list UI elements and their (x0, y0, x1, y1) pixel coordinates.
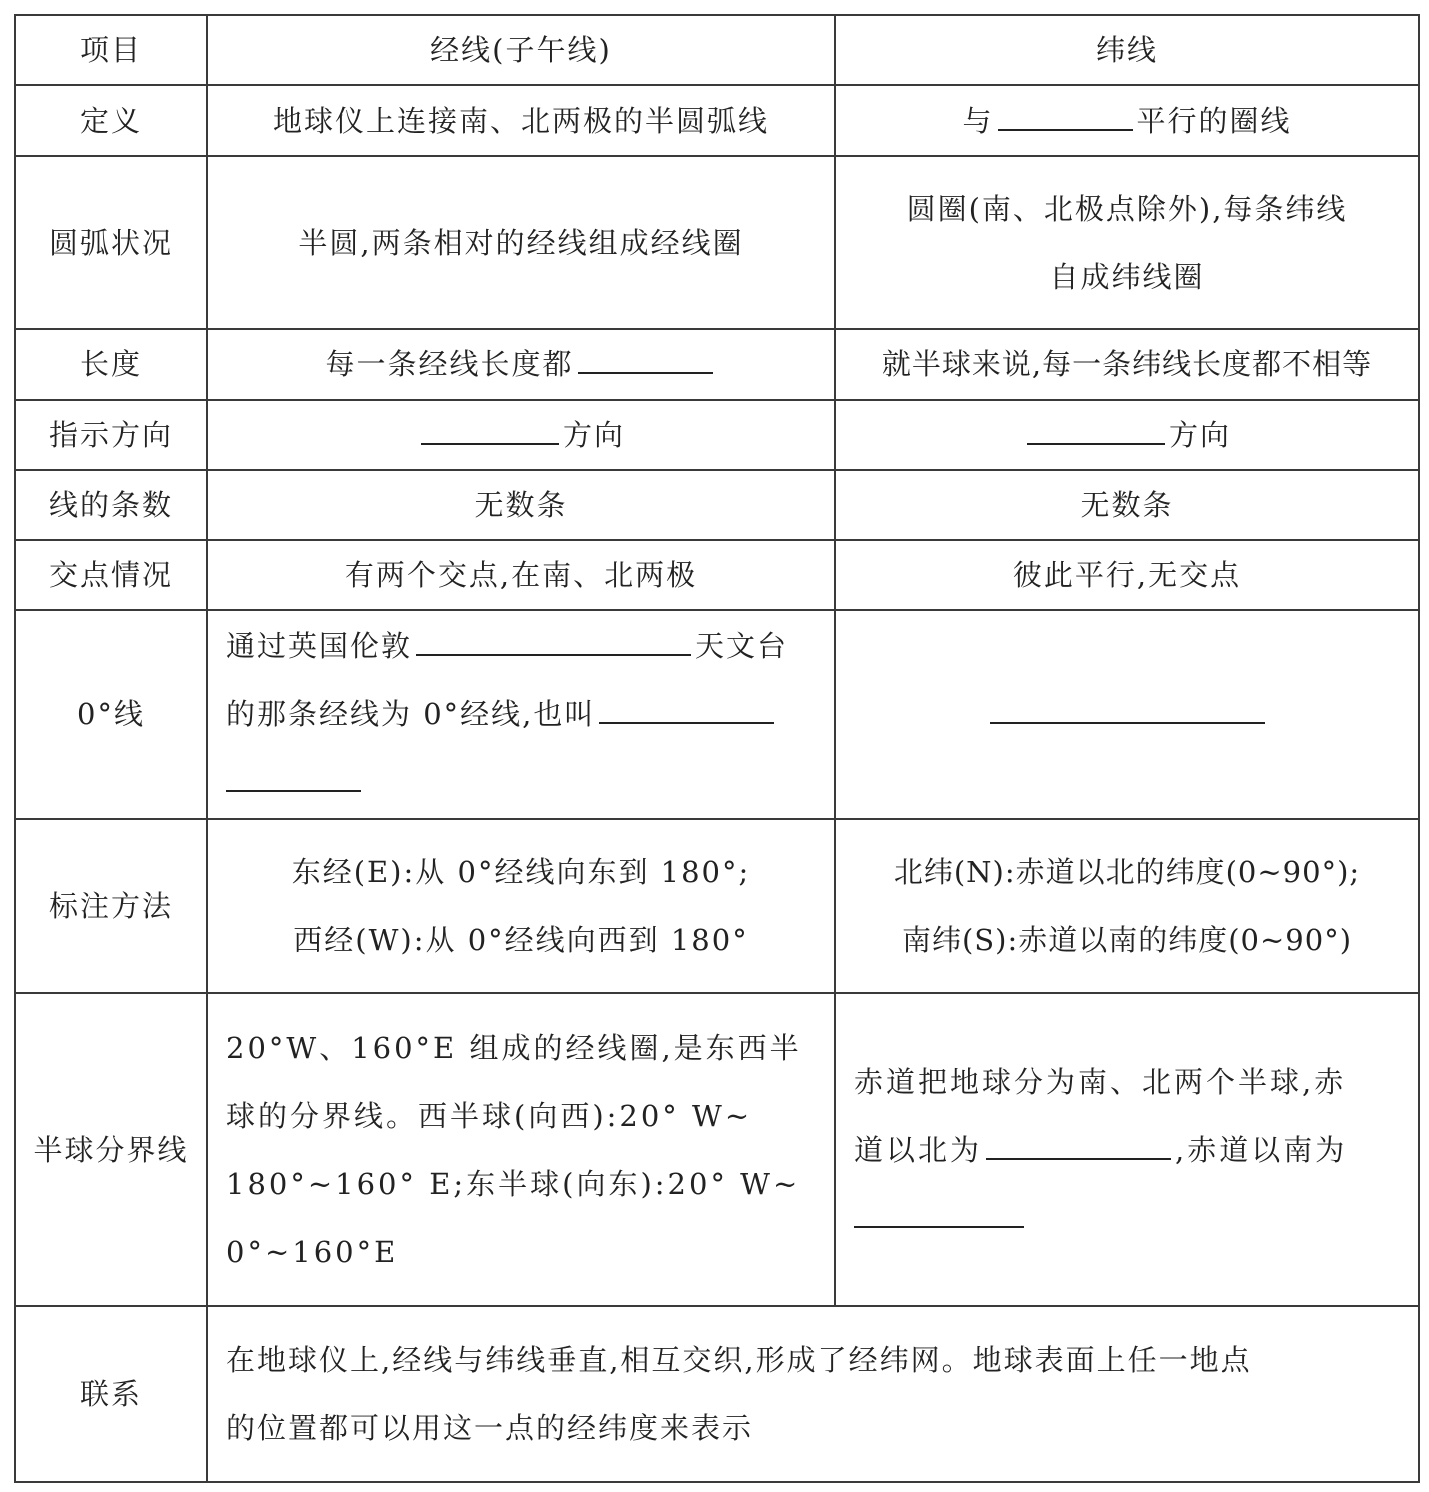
answer-blank[interactable] (986, 1128, 1171, 1160)
longitude-hemisphere (207, 993, 835, 1305)
table-row-shape (15, 156, 1419, 329)
text-line: 在地球仪上,经线与纬线垂直,相互交织,形成了经纬网。地球表面上任一地点 (226, 1342, 1252, 1377)
text-segment: 方向 (1168, 417, 1231, 452)
row-label: 联系 (15, 1306, 207, 1482)
longitude-direction (207, 400, 835, 470)
answer-blank[interactable] (416, 624, 691, 656)
table-row-length (15, 329, 1419, 399)
longitude-shape: 半圆,两条相对的经线组成经线圈 (207, 156, 835, 329)
text-line: 自成纬线圈 (1049, 259, 1205, 294)
header-item: 项目 (15, 15, 207, 85)
table-row-intersect (15, 540, 1419, 610)
latitude-length: 就半球来说,每一条纬线长度都不相等 (835, 329, 1419, 399)
row-label: 半球分界线 (15, 993, 207, 1305)
longitude-zero (207, 610, 835, 819)
text-segment: 与 (962, 103, 994, 138)
text-line (854, 1116, 1400, 1184)
table-row-notation (15, 819, 1419, 993)
row-label: 交点情况 (15, 540, 207, 610)
longitude-intersect: 有两个交点,在南、北两极 (207, 540, 835, 610)
text-line: 圆圈(南、北极点除外),每条纬线 (906, 191, 1348, 226)
latitude-intersect: 彼此平行,无交点 (835, 540, 1419, 610)
text-line: 西经(W):从 0°经线向西到 180° (293, 923, 749, 958)
latitude-zero (835, 610, 1419, 819)
latitude-notation (835, 819, 1419, 993)
text-line: 0°~160°E (226, 1234, 399, 1269)
text-segment: ,赤道以南为 (1175, 1132, 1348, 1167)
latitude-hemisphere (835, 993, 1419, 1305)
text-line: 20°W、160°E 组成的经线圈,是东西半 (226, 1030, 802, 1065)
row-label: 圆弧状况 (15, 156, 207, 329)
longitude-length (207, 329, 835, 399)
text-line: 东经(E):从 0°经线向东到 180°; (291, 855, 751, 890)
row-label: 线的条数 (15, 470, 207, 540)
longitude-definition: 地球仪上连接南、北两极的半圆弧线 (207, 85, 835, 156)
text-line: 180°~160° E;东半球(向东):20° W~ (226, 1166, 801, 1201)
answer-blank[interactable] (421, 413, 559, 445)
answer-blank[interactable] (1027, 413, 1165, 445)
latitude-shape (835, 156, 1419, 329)
text-segment: 道以北为 (854, 1132, 983, 1167)
header-latitude: 纬线 (835, 15, 1419, 85)
text-line: 赤道把地球分为南、北两个半球,赤 (854, 1064, 1347, 1099)
row-label: 指示方向 (15, 400, 207, 470)
text-segment: 的那条经线为 0°经线,也叫 (226, 697, 596, 732)
text-line: 球的分界线。西半球(向西):20° W~ (226, 1098, 753, 1133)
longitude-count: 无数条 (207, 470, 835, 540)
text-segment: 通过英国伦敦 (226, 629, 413, 664)
text-line: 北纬(N):赤道以北的纬度(0~90°); (893, 855, 1361, 890)
comparison-table (14, 14, 1420, 1483)
table-row-definition (15, 85, 1419, 156)
text-line (226, 748, 816, 816)
row-label: 标注方法 (15, 819, 207, 993)
table-row-direction (15, 400, 1419, 470)
latitude-direction (835, 400, 1419, 470)
row-label: 长度 (15, 329, 207, 399)
answer-blank[interactable] (226, 760, 361, 792)
text-line: 南纬(S):赤道以南的纬度(0~90°) (901, 923, 1353, 958)
text-line (854, 1184, 1400, 1252)
table-row-relation (15, 1306, 1419, 1482)
text-segment: 每一条经线长度都 (325, 347, 574, 382)
table-row-count (15, 470, 1419, 540)
latitude-count: 无数条 (835, 470, 1419, 540)
row-label: 0°线 (15, 610, 207, 819)
answer-blank[interactable] (599, 692, 774, 724)
longitude-notation (207, 819, 835, 993)
latitude-definition (835, 85, 1419, 156)
table-row-hemisphere (15, 993, 1419, 1305)
text-segment: 平行的圈线 (1136, 103, 1292, 138)
text-segment: 天文台 (695, 629, 789, 664)
table-row-header (15, 15, 1419, 85)
relation-text (207, 1306, 1419, 1482)
answer-blank[interactable] (998, 99, 1133, 131)
row-label: 定义 (15, 85, 207, 156)
answer-blank[interactable] (990, 692, 1265, 724)
text-line (226, 680, 816, 748)
text-segment: 方向 (562, 417, 625, 452)
text-line (226, 612, 816, 680)
header-longitude: 经线(子午线) (207, 15, 835, 85)
answer-blank[interactable] (854, 1196, 1024, 1228)
table-row-zero (15, 610, 1419, 819)
answer-blank[interactable] (578, 342, 713, 374)
text-line: 的位置都可以用这一点的经纬度来表示 (226, 1410, 754, 1445)
